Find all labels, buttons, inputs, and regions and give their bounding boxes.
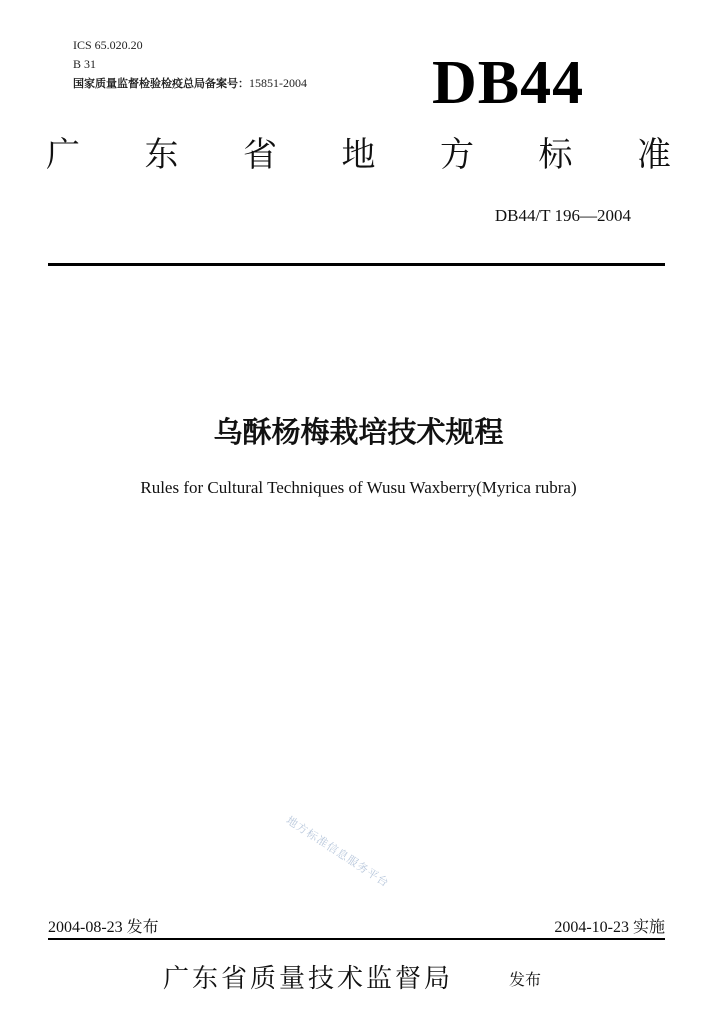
standard-number: DB44/T 196—2004	[494, 206, 631, 225]
publisher-suffix: 发布	[509, 970, 542, 989]
title-char: 准	[637, 135, 671, 175]
issue-date-value: 2004-08-23	[48, 919, 123, 936]
footer-divider	[48, 938, 665, 940]
filing-record	[73, 75, 307, 91]
document-title-en: Rules for Cultural Techniques of Wusu Waxberry(Myrica rubra)	[140, 478, 577, 497]
header-divider	[48, 263, 665, 266]
ccs-code: B 31	[73, 57, 97, 71]
title-char: 方	[440, 135, 474, 175]
document-title-cn: 乌酥杨梅栽培技术规程	[213, 415, 504, 449]
implementation-date	[554, 914, 665, 937]
issue-label: 发布	[126, 917, 159, 936]
title-char: 地	[341, 135, 376, 175]
filing-number: 15851-2004	[249, 76, 307, 90]
watermark: 地方标准信息服务平台	[283, 813, 392, 890]
title-char: 标	[538, 135, 573, 175]
publisher-name: 广东省质量技术监督局	[163, 964, 454, 994]
issue-date	[48, 914, 159, 937]
standard-category-title	[46, 135, 671, 175]
title-char: 东	[144, 135, 179, 175]
implementation-date-value: 2004-10-23	[554, 919, 629, 936]
db44-logo: DB44	[432, 49, 585, 117]
ics-code: ICS 65.020.20	[73, 38, 143, 52]
implementation-label: 实施	[632, 917, 665, 936]
title-char: 省	[243, 135, 277, 175]
title-char: 广	[46, 135, 80, 175]
filing-label: 国家质量监督检验检疫总局备案号：	[73, 77, 249, 90]
